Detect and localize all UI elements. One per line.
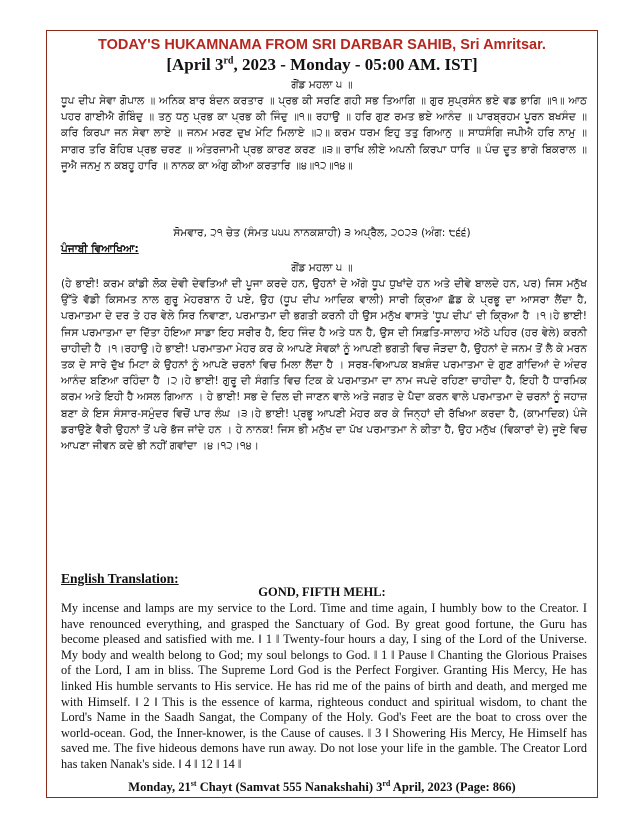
shabad-heading: ਗੋਂਡ ਮਹਲਾ ੫ ॥	[291, 79, 353, 91]
footer-part-2: Chayt (Samvat 555 Nanakshahi) 3	[196, 780, 383, 795]
english-heading: GOND, FIFTH MEHL:	[258, 585, 386, 599]
punjabi-vyakhya-label: ਪੰਜਾਬੀ ਵਿਆਖਿਆ:	[61, 243, 139, 255]
gurmukhi-date-line: ਸੋਮਵਾਰ, ੨੧ ਚੇਤ (ਸੰਮਤ ੫੫੫ ਨਾਨਕਸ਼ਾਹੀ) ੩ ਅਪ੍ਰੈਲ, ੨੦੨੩ (ਅੰਗ: ੮੬੬)	[173, 227, 471, 239]
hukamnama-page	[46, 30, 598, 798]
english-translation-text: My incense and lamps are my service to the Lord. Time and time again, I humbly bow to the Creator. I have renounced everything, and grasped the Sanctuary of God. By great good fortune, the Guru has become pleased and satisfied with me. ‖ 1 ‖ Twenty-four hours a day, I sing of the Lord of the Universe. My body and wealth belong to God; my soul belongs to God. ‖ 1 ‖ Pause ‖ Chanting the Glorious Praises of the Lord, I am in bliss. The Supreme Lord God is the Perfect Forgiver. Granting His Mercy, He has linked His humble servants to His service. He has rid me of the pains of birth and death, and merged me with Himself. ‖ 2 ‖ This is the essence of karma, righteous conduct and spiritual wisdom, to chant the Lord's Name in the Saadh Sangat, the Company of the Holy. God's Feet are the boat to cross over the world-ocean. God, the Inner-knower, is the Cause of causes. ‖ 3 ‖ Showering His Mercy, He Himself has saved me. The five hideous demons have run away. Do not lose your life in the gamble. The Creator Lord has taken Nanak's side. ‖ 4 ‖ 12 ‖ 14 ‖	[61, 601, 587, 771]
footer-part-3: April, 2023 (Page: 866)	[390, 780, 516, 795]
vyakhya-text: (ਹੇ ਭਾਈ! ਕਰਮ ਕਾਂਡੀ ਲੋਕ ਦੇਵੀ ਦੇਵਤਿਆਂ ਦੀ ਪੂਜਾ ਕਰਦੇ ਹਨ, ਉਹਨਾਂ ਦੇ ਅੱਗੇ ਧੂਪ ਧੁਖਾਂਦੇ ਹਨ ਅਤੇ ਦੀਵੇ ਬਾਲਦੇ ਹਨ, ਪਰ) ਜਿਸ ਮਨੁੱਖ ਉੱਤੇ ਵੱਡੀ ਕਿਸਮਤ ਨਾਲ ਗੁਰੂ ਮੇਹਰਬਾਨ ਹੋ ਪਏ, ਉਹ (ਧੂਪ ਦੀਪ ਆਦਿਕ ਵਾਲੀ) ਸਾਰੀ ਕ੍ਰਿਆ ਛੱਡ ਕੇ ਪ੍ਰਭੂ ਦਾ ਆਸਰਾ ਲੈਂਦਾ ਹੈ, ਪਰਮਾਤਮਾ ਦੇ ਦਰ ਤੇ ਹਰ ਵੇਲੇ ਸਿਰ ਨਿਵਾਣਾ, ਪਰਮਾਤਮਾ ਦੀ ਭਗਤੀ ਕਰਨੀ ਹੀ ਉਸ ਮਨੁੱਖ ਵਾਸਤੇ 'ਧੂਪ ਦੀਪ' ਦੀ ਕ੍ਰਿਆ ਹੈ ।੧।ਹੇ ਭਾਈ! ਜਿਸ ਪਰਮਾਤਮਾ ਦਾ ਦਿੱਤਾ ਹੋਇਆ ਸਾਡਾ ਇਹ ਸਰੀਰ ਹੈ, ਇਹ ਜਿੰਦ ਹੈ ਅਤੇ ਧਨ ਹੈ, ਉਸ ਦੀ ਸਿਫ਼ਤਿ-ਸਾਲਾਹ ਅੱਠੇ ਪਹਿਰ (ਹਰ ਵੇਲੇ) ਕਰਨੀ ਚਾਹੀਦੀ ਹੈ ।੧।ਰਹਾਉ।ਹੇ ਭਾਈ! ਪਰਮਾਤਮਾ ਮੇਹਰ ਕਰ ਕੇ ਆਪਣੇ ਸੇਵਕਾਂ ਨੂੰ ਆਪਣੀ ਭਗਤੀ ਵਿਚ ਜੋੜਦਾ ਹੈ, ਉਹਨਾਂ ਦੇ ਜਨਮ ਤੋਂ ਲੈ ਕੇ ਮਰਨ ਤਕ ਦੇ ਸਾਰੇ ਦੁੱਖ ਮਿਟਾ ਕੇ ਉਹਨਾਂ ਨੂੰ ਆਪਣੇ ਚਰਨਾਂ ਵਿਚ ਮਿਲਾ ਲੈਂਦਾ ਹੈ । ਸਰਬ-ਵਿਆਪਕ ਬਖ਼ਸ਼ੰਦ ਪਰਮਾਤਮਾ ਦੇ ਗੁਣ ਗਾਂਦਿਆਂ ਦੇ ਅੰਦਰ ਆਨੰਦ ਬਣਿਆ ਰਹਿੰਦਾ ਹੈ ।੨।ਹੇ ਭਾਈ! ਗੁਰੂ ਦੀ ਸੰਗਤਿ ਵਿਚ ਟਿਕ ਕੇ ਪਰਮਾਤਮਾ ਦਾ ਨਾਮ ਜਪਦੇ ਰਹਿਣਾ ਚਾਹੀਦਾ ਹੈ, ਇਹੀ ਹੈ ਧਾਰਮਿਕ ਕਰਮ ਅਤੇ ਇਹੀ ਹੈ ਅਸਲ ਗਿਆਨ । ਹੇ ਭਾਈ! ਸਭ ਦੇ ਦਿਲ ਦੀ ਜਾਣਨ ਵਾਲੇ ਅਤੇ ਜਗਤ ਦੇ ਪੈਦਾ ਕਰਨ ਵਾਲੇ ਪਰਮਾਤਮਾ ਦੇ ਚਰਨਾਂ ਨੂੰ ਜਹਾਜ਼ ਬਣਾ ਕੇ ਇਸ ਸੰਸਾਰ-ਸਮੁੰਦਰ ਵਿਚੋਂ ਪਾਰ ਲੰਘ ।੩।ਹੇ ਭਾਈ! ਪ੍ਰਭੂ ਆਪਣੀ ਮੇਹਰ ਕਰ ਕੇ ਜਿਨ੍ਹਾਂ ਦੀ ਰੱਖਿਆ ਕਰਦਾ ਹੈ, (ਕਾਮਾਦਿਕ) ਪੰਜੇ ਡਰਾਉਣੇ ਵੈਰੀ ਉਹਨਾਂ ਤੋਂ ਪਰੇ ਭੱਜ ਜਾਂਦੇ ਹਨ । ਹੇ ਨਾਨਕ! ਜਿਸ ਭੀ ਮਨੁੱਖ ਦਾ ਪੱਖ ਪਰਮਾਤਮਾ ਨੇ ਕੀਤਾ ਹੈ, ਉਹ ਮਨੁੱਖ (ਵਿਕਾਰਾਂ ਦੇ) ਜੂਏ ਵਿਚ ਆਪਣਾ ਜੀਵਨ ਕਦੇ ਭੀ ਨਹੀਂ ਗਵਾਂਦਾ ।੪।੧੨।੧੪।	[61, 278, 587, 453]
footer-sup-1: st	[190, 779, 197, 788]
vyakhya-heading: ਗੋਂਡ ਮਹਲਾ ੫ ॥	[291, 262, 353, 274]
english-translation-label: English Translation:	[61, 571, 179, 586]
shabad-text: ਧੂਪ ਦੀਪ ਸੇਵਾ ਗੋਪਾਲ ॥ ਅਨਿਕ ਬਾਰ ਬੰਦਨ ਕਰਤਾਰ ॥ ਪ੍ਰਭ ਕੀ ਸਰਣਿ ਗਹੀ ਸਭ ਤਿਆਗਿ ॥ ਗੁਰ ਸੁਪ੍ਰਸੰਨ ਭਏ ਵਡ ਭਾਗਿ ॥੧॥ ਆਠ ਪਹਰ ਗਾਈਐ ਗੋਬਿੰਦੁ ॥ ਤਨੁ ਧਨੁ ਪ੍ਰਭ ਕਾ ਪ੍ਰਭ ਕੀ ਜਿੰਦੁ ॥੧॥ ਰਹਾਉ ॥ ਹਰਿ ਗੁਣ ਰਮਤ ਭਏ ਆਨੰਦ ॥ ਪਾਰਬ੍ਰਹਮ ਪੂਰਨ ਬਖਸੰਦ ॥ ਕਰਿ ਕਿਰਪਾ ਜਨ ਸੇਵਾ ਲਾਏ ॥ ਜਨਮ ਮਰਣ ਦੁਖ ਮੇਟਿ ਮਿਲਾਏ ॥੨॥ ਕਰਮ ਧਰਮ ਇਹੁ ਤਤੁ ਗਿਆਨੁ ॥ ਸਾਧਸੰਗਿ ਜਪੀਐ ਹਰਿ ਨਾਮੁ ॥ ਸਾਗਰ ਤਰਿ ਬੋਹਿਥ ਪ੍ਰਭ ਚਰਣ ॥ ਅੰਤਰਜਾਮੀ ਪ੍ਰਭ ਕਾਰਣ ਕਰਣ ॥੩॥ ਰਾਖਿ ਲੀਏ ਅਪਨੀ ਕਿਰਪਾ ਧਾਰਿ ॥ ਪੰਚ ਦੂਤ ਭਾਗੇ ਬਿਕਰਾਲ ॥ ਜੂਐ ਜਨਮੁ ਨ ਕਬਹੂ ਹਾਰਿ ॥ ਨਾਨਕ ਕਾ ਅੰਗੁ ਕੀਆ ਕਰਤਾਰਿ ॥੪॥੧੨॥੧੪॥	[61, 95, 587, 172]
page-title: TODAY'S HUKAMNAMA FROM SRI DARBAR SAHIB, Sri Amritsar.	[98, 37, 546, 53]
footer-part-1: Monday, 21	[128, 780, 191, 795]
footer-date-line	[47, 779, 597, 795]
header-date-suffix: , 2023 - Monday - 05:00 AM. IST]	[233, 55, 478, 74]
header-date-prefix: [April 3	[166, 55, 224, 74]
header-date	[47, 55, 597, 75]
footer-sup-2: rd	[382, 779, 391, 788]
header-date-sup: rd	[223, 55, 234, 67]
